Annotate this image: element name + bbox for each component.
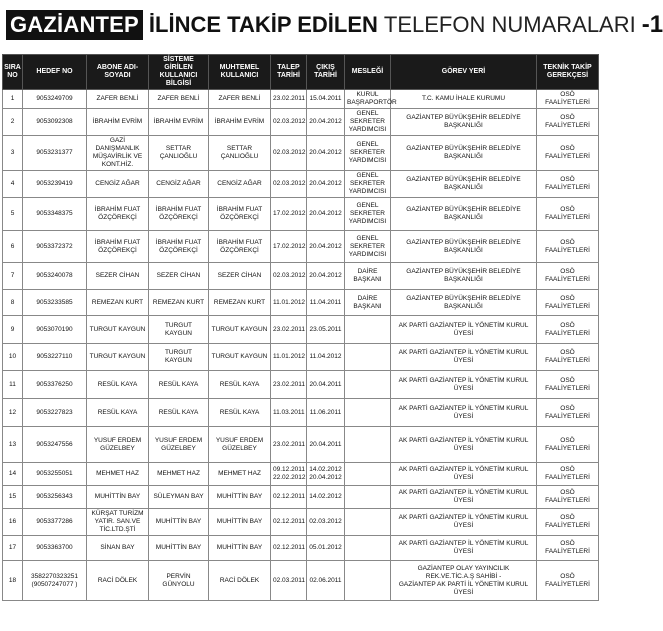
cell-gorev-yeri: AK PARTİ GAZİANTEP İL YÖNETİM KURUL ÜYESİ (391, 536, 537, 561)
cell-teknik-takip: OSÖ FAALİYETLERİ (537, 486, 599, 509)
cell-teknik-takip: OSÖ FAALİYETLERİ (537, 427, 599, 463)
cell-teknik-takip: OSÖ FAALİYETLERİ (537, 344, 599, 371)
table-row (3, 399, 599, 427)
cell-abone-adi: SİNAN BAY (87, 536, 149, 561)
cell-sira-no: 5 (3, 198, 23, 231)
cell-sira-no: 16 (3, 509, 23, 536)
cell-meslegi: KURUL BAŞRAPORTÖR (345, 90, 391, 109)
cell-cikis-tarihi: 20.04.2012 (307, 198, 345, 231)
cell-abone-adi: RESÜL KAYA (87, 371, 149, 399)
cell-abone-adi: GAZİ DANIŞMANLIK MÜŞAVİRLİK VE KONT.HİZ. (87, 136, 149, 171)
cell-cikis-tarihi: 20.04.2012 (307, 263, 345, 290)
cell-muhtemel-kullanici: RESÜL KAYA (209, 371, 271, 399)
cell-gorev-yeri: AK PARTİ GAZİANTEP İL YÖNETİM KURUL ÜYESİ (391, 344, 537, 371)
cell-abone-adi: CENGİZ AĞAR (87, 171, 149, 198)
cell-meslegi: GENEL SEKRETER YARDIMCISI (345, 198, 391, 231)
cell-teknik-takip: OSÖ FAALİYETLERİ (537, 198, 599, 231)
cell-cikis-tarihi: 15.04.2011 (307, 90, 345, 109)
cell-talep-tarihi: 23.02.2011 (271, 90, 307, 109)
cell-cikis-tarihi: 20.04.2012 (307, 136, 345, 171)
table-row (3, 427, 599, 463)
cell-talep-tarihi: 02.03.2012 (271, 263, 307, 290)
cell-talep-tarihi: 17.02.2012 (271, 198, 307, 231)
cell-sisteme-girilen: MUHİTTİN BAY (149, 536, 209, 561)
cell-teknik-takip: OSÖ FAALİYETLERİ (537, 290, 599, 316)
cell-hedef-no: 9053256343 (23, 486, 87, 509)
cell-hedef-no: 9053240078 (23, 263, 87, 290)
cell-meslegi (345, 399, 391, 427)
cell-meslegi: GENEL SEKRETER YARDIMCISI (345, 231, 391, 263)
cell-gorev-yeri: GAZİANTEP OLAY YAYINCILIK REK.VE.TİC.A.Ş SAHİBİ - GAZİANTEP AK PARTİ İL YÖNETİM KURUL ÜYESİ (391, 561, 537, 601)
cell-gorev-yeri: AK PARTİ GAZİANTEP İL YÖNETİM KURUL ÜYESİ (391, 371, 537, 399)
cell-hedef-no: 9053231377 (23, 136, 87, 171)
cell-sisteme-girilen: TURGUT KAYGUN (149, 316, 209, 344)
cell-cikis-tarihi: 02.06.2011 (307, 561, 345, 601)
cell-cikis-tarihi: 11.06.2011 (307, 399, 345, 427)
cell-teknik-takip: OSÖ FAALİYETLERİ (537, 536, 599, 561)
cell-talep-tarihi: 02.03.2012 (271, 171, 307, 198)
header-row (3, 55, 599, 90)
title-number: -1 (641, 11, 663, 38)
cell-sira-no: 17 (3, 536, 23, 561)
cell-gorev-yeri: AK PARTİ GAZİANTEP İL YÖNETİM KURUL ÜYESİ (391, 486, 537, 509)
cell-sira-no: 8 (3, 290, 23, 316)
cell-cikis-tarihi: 14.02.2012 20.04.2012 (307, 463, 345, 486)
table-header (3, 55, 599, 90)
title-tracked: İLİNCE TAKİP EDİLEN (148, 12, 378, 37)
table-row (3, 463, 599, 486)
cell-muhtemel-kullanici: RESÜL KAYA (209, 399, 271, 427)
cell-teknik-takip: OSÖ FAALİYETLERİ (537, 231, 599, 263)
cell-sisteme-girilen: TURGUT KAYGUN (149, 344, 209, 371)
cell-sisteme-girilen: SÜLEYMAN BAY (149, 486, 209, 509)
cell-meslegi (345, 316, 391, 344)
cell-talep-tarihi: 02.12.2011 (271, 536, 307, 561)
column-header-teknik-takip: TEKNİK TAKİP GEREKÇESİ (537, 55, 599, 90)
table-row (3, 171, 599, 198)
cell-teknik-takip: OSÖ FAALİYETLERİ (537, 90, 599, 109)
cell-abone-adi: ZAFER BENLİ (87, 90, 149, 109)
cell-gorev-yeri: AK PARTİ GAZİANTEP İL YÖNETİM KURUL ÜYESİ (391, 463, 537, 486)
cell-abone-adi: REMEZAN KURT (87, 290, 149, 316)
page-title (6, 8, 663, 42)
cell-meslegi: GENEL SEKRETER YARDIMCISI (345, 109, 391, 136)
cell-gorev-yeri: GAZİANTEP BÜYÜKŞEHİR BELEDİYE BAŞKANLIĞI (391, 198, 537, 231)
cell-gorev-yeri: GAZİANTEP BÜYÜKŞEHİR BELEDİYE BAŞKANLIĞI (391, 109, 537, 136)
table-row (3, 371, 599, 399)
cell-abone-adi: RESÜL KAYA (87, 399, 149, 427)
cell-sira-no: 11 (3, 371, 23, 399)
cell-sisteme-girilen: MEHMET HAZ (149, 463, 209, 486)
table-row (3, 109, 599, 136)
cell-sira-no: 6 (3, 231, 23, 263)
cell-meslegi (345, 561, 391, 601)
cell-meslegi (345, 344, 391, 371)
cell-sira-no: 3 (3, 136, 23, 171)
cell-sisteme-girilen: MUHİTTİN BAY (149, 509, 209, 536)
cell-abone-adi: İBRAHİM EVRİM (87, 109, 149, 136)
cell-sisteme-girilen: ZAFER BENLİ (149, 90, 209, 109)
cell-sira-no: 1 (3, 90, 23, 109)
cell-cikis-tarihi: 05.01.2012 (307, 536, 345, 561)
cell-talep-tarihi: 23.02.2011 (271, 371, 307, 399)
cell-gorev-yeri: AK PARTİ GAZİANTEP İL YÖNETİM KURUL ÜYESİ (391, 399, 537, 427)
cell-muhtemel-kullanici: ZAFER BENLİ (209, 90, 271, 109)
cell-abone-adi: MEHMET HAZ (87, 463, 149, 486)
cell-muhtemel-kullanici: RACİ DÖLEK (209, 561, 271, 601)
cell-hedef-no: 9053377286 (23, 509, 87, 536)
cell-cikis-tarihi: 23.05.2011 (307, 316, 345, 344)
cell-sira-no: 14 (3, 463, 23, 486)
cell-talep-tarihi: 23.02.2011 (271, 316, 307, 344)
table-row (3, 90, 599, 109)
cell-hedef-no: 3582270323251 (90507247077 ) (23, 561, 87, 601)
cell-cikis-tarihi: 14.02.2012 (307, 486, 345, 509)
cell-sira-no: 4 (3, 171, 23, 198)
table-row (3, 290, 599, 316)
cell-meslegi (345, 486, 391, 509)
column-header-muhtemel-kullanici: MUHTEMEL KULLANICI (209, 55, 271, 90)
cell-sira-no: 15 (3, 486, 23, 509)
cell-meslegi (345, 427, 391, 463)
cell-meslegi (345, 536, 391, 561)
cell-sisteme-girilen: CENGİZ AĞAR (149, 171, 209, 198)
cell-hedef-no: 9053348375 (23, 198, 87, 231)
cell-abone-adi: MUHİTTİN BAY (87, 486, 149, 509)
cell-muhtemel-kullanici: İBRAHİM EVRİM (209, 109, 271, 136)
cell-abone-adi: TURGUT KAYGUN (87, 344, 149, 371)
cell-talep-tarihi: 02.03.2011 (271, 561, 307, 601)
cell-talep-tarihi: 17.02.2012 (271, 231, 307, 263)
table-row (3, 509, 599, 536)
table-row (3, 486, 599, 509)
cell-cikis-tarihi: 20.04.2012 (307, 109, 345, 136)
cell-cikis-tarihi: 11.04.2012 (307, 344, 345, 371)
cell-sisteme-girilen: REMEZAN KURT (149, 290, 209, 316)
cell-gorev-yeri: GAZİANTEP BÜYÜKŞEHİR BELEDİYE BAŞKANLIĞI (391, 136, 537, 171)
title-city: GAZİANTEP (6, 10, 143, 40)
table-row (3, 198, 599, 231)
cell-muhtemel-kullanici: SETTAR ÇANLIOĞLU (209, 136, 271, 171)
cell-cikis-tarihi: 20.04.2012 (307, 231, 345, 263)
cell-sira-no: 13 (3, 427, 23, 463)
cell-hedef-no: 9053249709 (23, 90, 87, 109)
cell-hedef-no: 9053255051 (23, 463, 87, 486)
cell-sira-no: 2 (3, 109, 23, 136)
cell-sisteme-girilen: İBRAHİM FUAT ÖZÇÖREKÇİ (149, 231, 209, 263)
cell-sisteme-girilen: İBRAHİM FUAT ÖZÇÖREKÇİ (149, 198, 209, 231)
cell-meslegi: DAİRE BAŞKANI (345, 290, 391, 316)
cell-muhtemel-kullanici: SEZER CİHAN (209, 263, 271, 290)
cell-gorev-yeri: GAZİANTEP BÜYÜKŞEHİR BELEDİYE BAŞKANLIĞI (391, 290, 537, 316)
cell-meslegi: GENEL SEKRETER YARDIMCISI (345, 171, 391, 198)
cell-teknik-takip: OSÖ FAALİYETLERİ (537, 171, 599, 198)
cell-abone-adi: RACİ DÖLEK (87, 561, 149, 601)
cell-sira-no: 12 (3, 399, 23, 427)
cell-talep-tarihi: 11.01.2012 (271, 290, 307, 316)
cell-cikis-tarihi: 02.03.2012 (307, 509, 345, 536)
cell-sisteme-girilen: SEZER CİHAN (149, 263, 209, 290)
table-row (3, 136, 599, 171)
table-row (3, 344, 599, 371)
cell-cikis-tarihi: 20.04.2011 (307, 427, 345, 463)
cell-sira-no: 9 (3, 316, 23, 344)
cell-muhtemel-kullanici: İBRAHİM FUAT ÖZÇÖREKÇİ (209, 198, 271, 231)
cell-talep-tarihi: 09.12.2011 22.02.2012 (271, 463, 307, 486)
column-header-cikis-tarihi: ÇIKIŞ TARİHİ (307, 55, 345, 90)
cell-meslegi: GENEL SEKRETER YARDIMCISI (345, 136, 391, 171)
cell-sisteme-girilen: İBRAHİM EVRİM (149, 109, 209, 136)
table-row (3, 231, 599, 263)
cell-talep-tarihi: 02.12.2011 (271, 486, 307, 509)
cell-cikis-tarihi: 20.04.2012 (307, 171, 345, 198)
cell-abone-adi: KÜRŞAT TURİZM YATIR. SAN.VE TİC.LTD.ŞTİ (87, 509, 149, 536)
cell-sisteme-girilen: YUSUF ERDEM GÜZELBEY (149, 427, 209, 463)
cell-cikis-tarihi: 20.04.2011 (307, 371, 345, 399)
cell-gorev-yeri: AK PARTİ GAZİANTEP İL YÖNETİM KURUL ÜYESİ (391, 509, 537, 536)
table-body (3, 90, 599, 601)
table-row (3, 316, 599, 344)
cell-teknik-takip: OSÖ FAALİYETLERİ (537, 109, 599, 136)
cell-abone-adi: TURGUT KAYGUN (87, 316, 149, 344)
cell-teknik-takip: OSÖ FAALİYETLERİ (537, 399, 599, 427)
cell-hedef-no: 9053247556 (23, 427, 87, 463)
table-row (3, 536, 599, 561)
cell-hedef-no: 9053239419 (23, 171, 87, 198)
cell-hedef-no: 9053227110 (23, 344, 87, 371)
cell-muhtemel-kullanici: REMEZAN KURT (209, 290, 271, 316)
cell-hedef-no: 9053363700 (23, 536, 87, 561)
cell-muhtemel-kullanici: İBRAHİM FUAT ÖZÇÖREKÇİ (209, 231, 271, 263)
cell-meslegi (345, 463, 391, 486)
cell-muhtemel-kullanici: TURGUT KAYGUN (209, 344, 271, 371)
cell-cikis-tarihi: 11.04.2011 (307, 290, 345, 316)
phone-tracking-table (2, 54, 599, 601)
cell-muhtemel-kullanici: YUSUF ERDEM GÜZELBEY (209, 427, 271, 463)
cell-teknik-takip: OSÖ FAALİYETLERİ (537, 136, 599, 171)
cell-talep-tarihi: 11.03.2011 (271, 399, 307, 427)
cell-abone-adi: İBRAHİM FUAT ÖZÇÖREKÇİ (87, 198, 149, 231)
column-header-gorev-yeri: GÖREV YERİ (391, 55, 537, 90)
cell-talep-tarihi: 02.03.2012 (271, 109, 307, 136)
title-phones: TELEFON NUMARALARI (383, 12, 636, 37)
column-header-hedef-no: HEDEF NO (23, 55, 87, 90)
cell-hedef-no: 9053376250 (23, 371, 87, 399)
cell-gorev-yeri: AK PARTİ GAZİANTEP İL YÖNETİM KURUL ÜYESİ (391, 316, 537, 344)
cell-hedef-no: 9053227823 (23, 399, 87, 427)
cell-muhtemel-kullanici: CENGİZ AĞAR (209, 171, 271, 198)
cell-teknik-takip: OSÖ FAALİYETLERİ (537, 371, 599, 399)
cell-sira-no: 10 (3, 344, 23, 371)
cell-teknik-takip: OSÖ FAALİYETLERİ (537, 561, 599, 601)
cell-talep-tarihi: 11.01.2012 (271, 344, 307, 371)
cell-teknik-takip: OSÖ FAALİYETLERİ (537, 463, 599, 486)
cell-sira-no: 18 (3, 561, 23, 601)
cell-muhtemel-kullanici: MUHİTTİN BAY (209, 536, 271, 561)
cell-meslegi (345, 509, 391, 536)
column-header-talep-tarihi: TALEP TARİHİ (271, 55, 307, 90)
table-row (3, 561, 599, 601)
cell-gorev-yeri: GAZİANTEP BÜYÜKŞEHİR BELEDİYE BAŞKANLIĞI (391, 263, 537, 290)
cell-sisteme-girilen: RESÜL KAYA (149, 371, 209, 399)
cell-talep-tarihi: 02.12.2011 (271, 509, 307, 536)
cell-talep-tarihi: 23.02.2011 (271, 427, 307, 463)
cell-hedef-no: 9053233585 (23, 290, 87, 316)
cell-sisteme-girilen: RESÜL KAYA (149, 399, 209, 427)
cell-muhtemel-kullanici: MUHİTTİN BAY (209, 509, 271, 536)
cell-gorev-yeri: GAZİANTEP BÜYÜKŞEHİR BELEDİYE BAŞKANLIĞI (391, 171, 537, 198)
column-header-abone-adi: ABONE ADI-SOYADI (87, 55, 149, 90)
cell-hedef-no: 9053092308 (23, 109, 87, 136)
cell-abone-adi: SEZER CİHAN (87, 263, 149, 290)
column-header-sisteme-girilen: SİSTEME GİRİLEN KULLANICI BİLGİSİ (149, 55, 209, 90)
cell-hedef-no: 9053070190 (23, 316, 87, 344)
cell-abone-adi: YUSUF ERDEM GÜZELBEY (87, 427, 149, 463)
table-row (3, 263, 599, 290)
column-header-meslegi: MESLEĞİ (345, 55, 391, 90)
cell-sira-no: 7 (3, 263, 23, 290)
cell-teknik-takip: OSÖ FAALİYETLERİ (537, 509, 599, 536)
cell-talep-tarihi: 02.03.2012 (271, 136, 307, 171)
cell-teknik-takip: OSÖ FAALİYETLERİ (537, 316, 599, 344)
cell-teknik-takip: OSÖ FAALİYETLERİ (537, 263, 599, 290)
cell-gorev-yeri: AK PARTİ GAZİANTEP İL YÖNETİM KURUL ÜYESİ (391, 427, 537, 463)
cell-meslegi (345, 371, 391, 399)
cell-sisteme-girilen: SETTAR ÇANLIOĞLU (149, 136, 209, 171)
cell-abone-adi: İBRAHİM FUAT ÖZÇÖREKÇİ (87, 231, 149, 263)
cell-gorev-yeri: T.C. KAMU İHALE KURUMU (391, 90, 537, 109)
cell-muhtemel-kullanici: TURGUT KAYGUN (209, 316, 271, 344)
cell-meslegi: DAİRE BAŞKANI (345, 263, 391, 290)
cell-muhtemel-kullanici: MEHMET HAZ (209, 463, 271, 486)
cell-hedef-no: 9053372372 (23, 231, 87, 263)
cell-gorev-yeri: GAZİANTEP BÜYÜKŞEHİR BELEDİYE BAŞKANLIĞI (391, 231, 537, 263)
cell-sisteme-girilen: PERVİN GÜNYOLU (149, 561, 209, 601)
column-header-sira-no: SIRA NO (3, 55, 23, 90)
cell-muhtemel-kullanici: MUHİTTİN BAY (209, 486, 271, 509)
